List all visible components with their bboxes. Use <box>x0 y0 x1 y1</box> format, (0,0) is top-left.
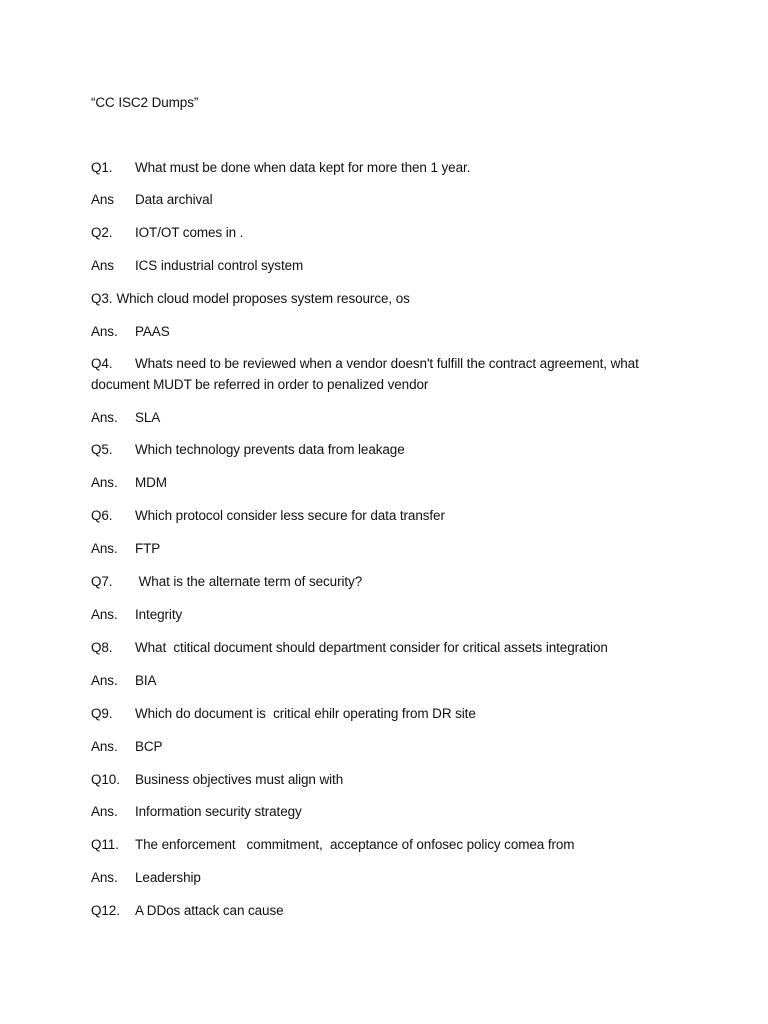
question-label: Q3. <box>91 291 113 306</box>
question-text: Which cloud model proposes system resource, os <box>116 291 410 306</box>
answer-4 <box>91 408 160 428</box>
question-text: Business objectives must align with <box>135 772 344 787</box>
answer-text: Leadership <box>135 870 201 885</box>
answer-3 <box>91 322 170 342</box>
answer-label: Ans. <box>91 870 118 885</box>
question-text: What ctitical document should department consider for critical assets integration <box>135 640 608 655</box>
answer-text: BCP <box>135 739 163 754</box>
answer-label: Ans. <box>91 607 118 622</box>
question-text: The enforcement commitment, acceptance of onfosec policy comea from <box>135 837 575 852</box>
answer-6 <box>91 539 160 559</box>
document-title: “CC ISC2 Dumps” <box>91 95 199 110</box>
answer-text: PAAS <box>135 324 170 339</box>
question-5 <box>91 440 405 460</box>
answer-7 <box>91 605 182 625</box>
question-text: Whats need to be reviewed when a vendor doesn't fulfill the contract agreement, what <box>135 356 639 371</box>
question-10 <box>91 770 343 790</box>
answer-text: SLA <box>135 410 161 425</box>
answer-text: Information security strategy <box>135 804 302 819</box>
question-2 <box>91 223 243 243</box>
answer-label: Ans. <box>91 804 118 819</box>
question-text: What is the alternate term of security? <box>135 574 363 589</box>
answer-label: Ans. <box>91 475 118 490</box>
question-label: Q1. <box>91 160 113 175</box>
question-11 <box>91 835 574 855</box>
question-4 <box>91 354 639 374</box>
answer-5 <box>91 473 167 493</box>
answer-text: Data archival <box>135 192 213 207</box>
answer-label: Ans <box>91 258 114 273</box>
answer-label: Ans. <box>91 324 118 339</box>
answer-1 <box>91 190 213 210</box>
question-6 <box>91 506 445 526</box>
question-1 <box>91 158 470 178</box>
question-4-continuation <box>91 375 428 395</box>
question-7 <box>91 572 362 592</box>
answer-text: FTP <box>135 541 161 556</box>
question-label: Q6. <box>91 508 113 523</box>
answer-text: Integrity <box>135 607 183 622</box>
answer-10 <box>91 802 302 822</box>
question-label: Q7. <box>91 574 113 589</box>
answer-label: Ans. <box>91 541 118 556</box>
question-text: Which technology prevents data from leakage <box>135 442 405 457</box>
question-label: Q2. <box>91 225 113 240</box>
answer-text: BIA <box>135 673 157 688</box>
question-label: Q5. <box>91 442 113 457</box>
question-9 <box>91 704 476 724</box>
question-text: Which protocol consider less secure for data transfer <box>135 508 445 523</box>
question-label: Q4. <box>91 356 113 371</box>
answer-2 <box>91 256 303 276</box>
answer-label: Ans <box>91 192 114 207</box>
question-label: Q11. <box>91 837 119 852</box>
question-label: Q8. <box>91 640 113 655</box>
question-text-continuation: document MUDT be referred in order to penalized vendor <box>91 377 429 392</box>
question-label: Q10. <box>91 772 120 787</box>
question-label: Q9. <box>91 706 113 721</box>
answer-label: Ans. <box>91 739 118 754</box>
answer-8 <box>91 671 156 691</box>
answer-11 <box>91 868 201 888</box>
question-text: A DDos attack can cause <box>135 903 284 918</box>
question-8 <box>91 638 608 658</box>
question-text: Which do document is critical ehilr operating from DR site <box>135 706 476 721</box>
question-text: What must be done when data kept for more then 1 year. <box>135 160 471 175</box>
answer-text: ICS industrial control system <box>135 258 304 273</box>
answer-label: Ans. <box>91 410 118 425</box>
question-3 <box>91 289 410 309</box>
answer-9 <box>91 737 162 757</box>
question-label: Q12. <box>91 903 120 918</box>
question-text: IOT/OT comes in . <box>135 225 244 240</box>
answer-label: Ans. <box>91 673 118 688</box>
answer-text: MDM <box>135 475 167 490</box>
question-12 <box>91 901 284 921</box>
